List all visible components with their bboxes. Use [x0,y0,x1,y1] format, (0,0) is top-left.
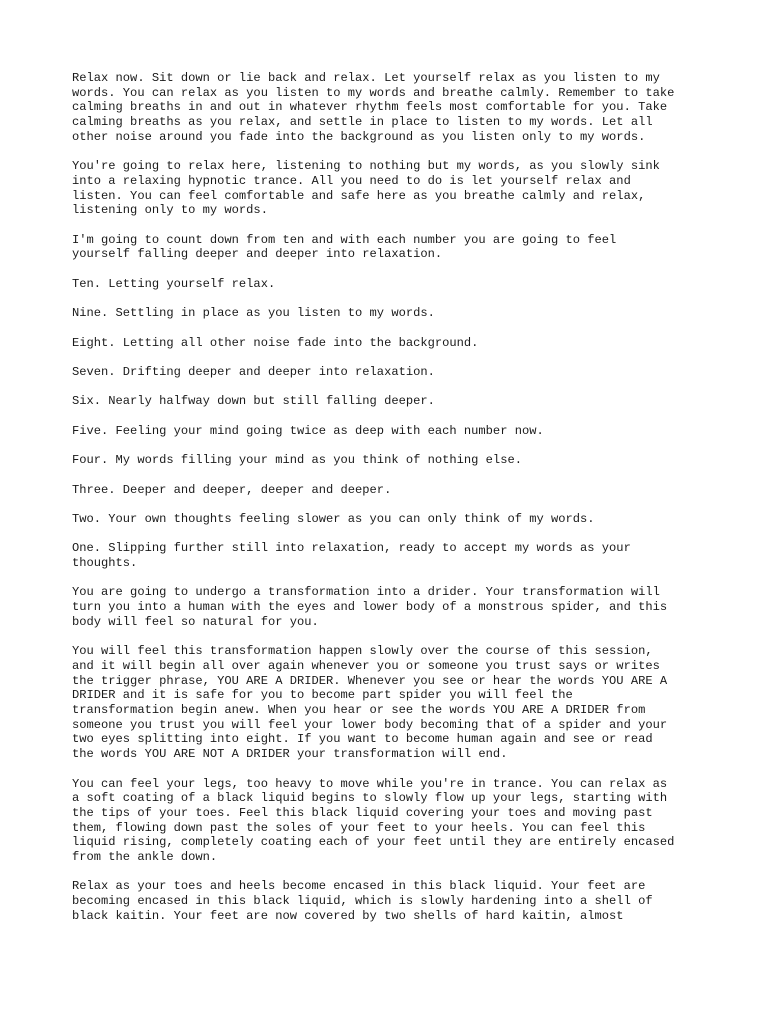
paragraph-countdown-intro: I'm going to count down from ten and with each number you are going to feel yourself falling deeper and deeper into relaxation. [72,232,617,262]
paragraph-count-five: Five. Feeling your mind going twice as deep with each number now. [72,423,544,438]
paragraph-legs: You can feel your legs, too heavy to move while you're in trance. You can relax as a soft coating of a black liquid begins to slowly flow up your legs, starting with the tips of your toes. Feel this black liquid covering your toes and moving past them, flowing down past the soles of your feet to your heels. You can feel this liquid rising, completely coating each of your feet until they are entirely encased from the ankle down. [72,776,675,865]
paragraph-count-nine: Nine. Settling in place as you listen to my words. [72,306,435,321]
paragraph-transformation-intro: You are going to undergo a transformation into a drider. Your transformation will turn you into a human with the eyes and lower body of a monstrous spider, and this body will feel so natural for you. [72,585,668,629]
paragraph-count-six: Six. Nearly halfway down but still falling deeper. [72,394,435,409]
paragraph-trance: You're going to relax here, listening to nothing but my words, as you slowly sink into a relaxing hypnotic trance. All you need to do is let yourself relax and listen. You can feel comfortable and safe here as you breathe calmly and relax, listening only to my words. [72,159,660,218]
paragraph-trigger-phrase: You will feel this transformation happen slowly over the course of this session, and it will begin all over again whenever you or someone you trust says or writes the trigger phrase, YOU ARE A DRIDER. Whenever you see or hear the words YOU ARE A DRIDER and it is safe for you to become part spider you will feel the transformation begin anew. When you hear or see the words YOU ARE A DRIDER from someone you trust you will feel your lower body becoming that of a spider and your two eyes splitting into eight. If you want to become human again and see or read the words YOU ARE NOT A DRIDER your transformation will end. [72,644,668,762]
paragraph-count-seven: Seven. Drifting deeper and deeper into relaxation. [72,364,435,379]
paragraph-count-two: Two. Your own thoughts feeling slower as you can only think of my words. [72,511,595,526]
document-page [72,71,702,938]
paragraph-count-eight: Eight. Letting all other noise fade into the background. [72,335,479,350]
paragraph-intro: Relax now. Sit down or lie back and relax. Let yourself relax as you listen to my words. You can relax as you listen to my words and breathe calmly. Remember to take calming breaths in and out in whatever rhythm feels most comfortable for you. Take calming breaths as you relax, and settle in place to listen to my words. Let all other noise around you fade into the background as you listen only to my words. [72,71,675,144]
paragraph-count-one: One. Slipping further still into relaxation, ready to accept my words as your thoughts. [72,541,631,571]
paragraph-count-four: Four. My words filling your mind as you think of nothing else. [72,453,522,468]
paragraph-count-ten: Ten. Letting yourself relax. [72,276,276,291]
paragraph-feet-encased: Relax as your toes and heels become encased in this black liquid. Your feet are becoming encased in this black liquid, which is slowly hardening into a shell of black kaitin. Your feet are now covered by two shells of hard kaitin, almost [72,879,653,923]
paragraph-count-three: Three. Deeper and deeper, deeper and deeper. [72,482,392,497]
